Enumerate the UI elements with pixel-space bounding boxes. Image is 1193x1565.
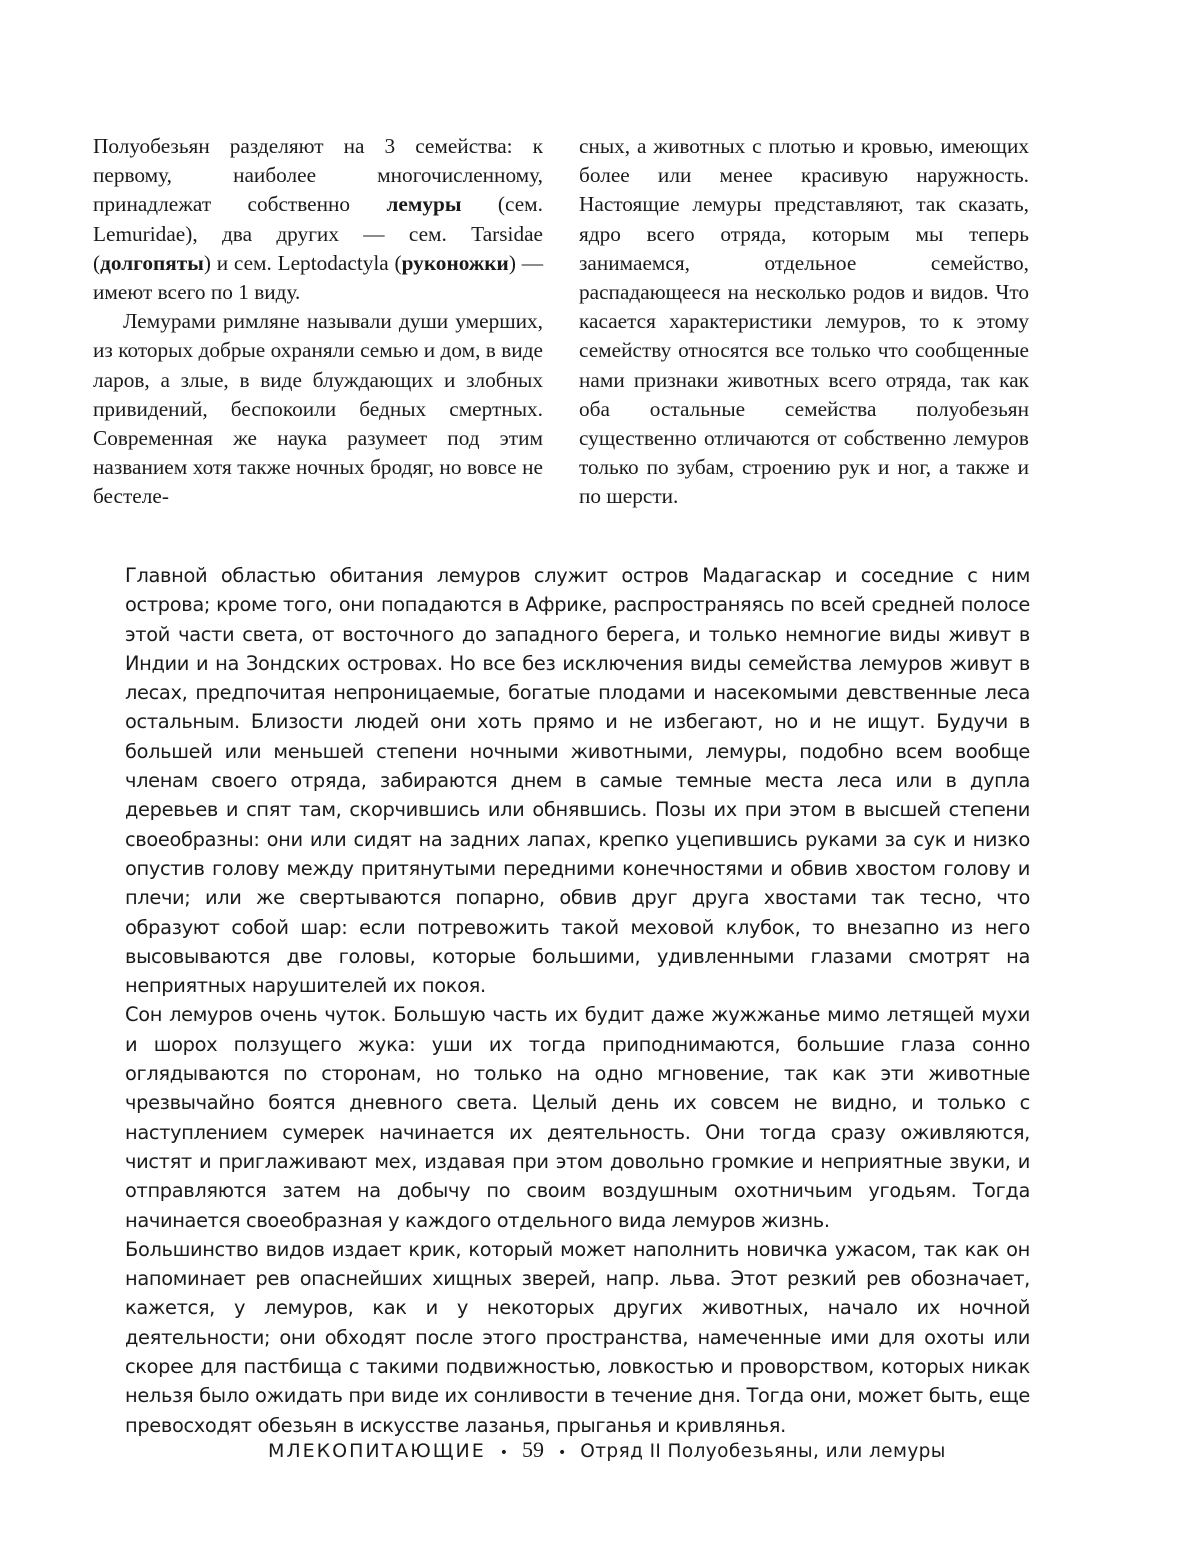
term-tarsiers: долгопяты xyxy=(100,250,204,275)
page-number: 59 xyxy=(522,1437,545,1462)
term-aye-aye: руконожки xyxy=(401,250,509,275)
term-lemurs: лемуры xyxy=(386,192,462,217)
main-paragraph-1: Главной областью обитания лемуров служит остров Мадагаскар и соседние с ним острова; кроме того, они попадаются в Африке, распространяясь по всей средней полосе этой части света, от восточного до западного берега, и только немногие виды живут в Индии и на Зондских островах. Но все без исключения виды семейства лемуров живут в лесах, предпочитая непроницаемые, богатые плодами и насекомыми девственные леса остальным. Близости людей они хоть прямо и не избегают, но и не ищут. Будучи в большей или меньшей степени ночными животными, лемуры, подобно всем вообще членам своего отряда, забираются днем в самые темные места леса или в дупла деревьев и спят там, скорчившись или обнявшись. Позы их при этом в высшей степени своеобразны: они или сидят на задних лапах, крепко уцепившись руками за сук и низко опустив голову между притянутыми передними конечностями и обвив хвостом голову и плечи; или же свертываются попарно, обвив друг друга хвостами так тесно, что образуют собой шар: если потревожить такой меховой клубок, то внезапно из него высовываются две головы, которые большими, удивленными глазами смотрят на неприятных нарушителей их покоя. xyxy=(125,564,1030,998)
main-paragraph-3: Большинство видов издает крик, который может наполнить новичка ужасом, так как он напоминает рев опаснейших хищных зверей, напр. льва. Этот резкий рев обозначает, кажется, у лемуров, как и у некоторых других животных, начало их ночной деятельности; они обходят после этого пространства, намеченные ими для охоты или скорее для пастбища с такими подвижностью, ловкостью и проворством, которых никак нельзя было ожидать при виде их сонливости в течение дня. Тогда они, может быть, еще превосходят обезьян в искусстве лазанья, прыганья и кривлянья. xyxy=(125,1237,1030,1437)
main-paragraph-2: Сон лемуров очень чуток. Большую часть их будит даже жужжанье мимо летящей мухи и шорох ползущего жука: уши их тогда приподнимаются, большие глаза сонно оглядываются по сторонам, но только на одно мгновение, так как эти животные чрезвычайно боятся дневного света. Целый день их совсем не видно, и только с наступлением сумерек начинается их деятельность. Они тогда сразу оживляются, чистят и приглаживают мех, издавая при этом довольно громкие и неприятные звуки, и отправляются затем на добычу по своим воздушным охотничьим угодьям. Тогда начинается своеобразная у каждого отдельного вида лемуров жизнь. xyxy=(125,1003,1030,1232)
footer-bullet-2: • xyxy=(558,1445,567,1461)
right-column xyxy=(579,132,1029,512)
footer-section-title: МЛЕКОПИТАЮЩИЕ xyxy=(268,1440,486,1462)
left-paragraph-2: Лемурами римляне называли души умерших, из которых добрые охраняли семью и дом, в виде ларов, а злые, в виде блуждающих и злобных привидений, беспокоили бедных смертных. Современная же наука разумеет под этим названием хотя также ночных бродяг, но вовсе не бестеле- xyxy=(93,309,543,509)
left-column xyxy=(93,132,543,512)
right-paragraph-1: сных, а животных с плотью и кровью, имеющих более или менее красивую наружность. Настоящие лемуры представляют, так сказать, ядро всего отряда, которым мы теперь занимаемся, отдельное семейство, распадающееся на несколько родов и видов. Что касается характеристики лемуров, то к этому семейству относятся все только что сообщенные нами признаки животных всего отряда, так как оба остальные семейства полуобезьян существенно отличаются от собственно лемуров только по зубам, строению рук и ног, а также и по шерсти. xyxy=(579,134,1029,509)
left-paragraph-1: Полуобезьян разделяют на 3 семейства: к первому, наиболее многочисленному, принадлежат собственно лемуры (сем. Lemuridae), два других — сем. Tarsidae (долгопяты) и сем. Leptodactyla (руконожки) — имеют всего по 1 виду. xyxy=(93,134,543,305)
footer-chapter-title: Отряд II Полуобезьяны, или лемуры xyxy=(580,1441,946,1462)
footer-bullet-1: • xyxy=(499,1445,509,1461)
main-text-block xyxy=(125,561,1030,1440)
page-footer xyxy=(268,1433,1028,1467)
